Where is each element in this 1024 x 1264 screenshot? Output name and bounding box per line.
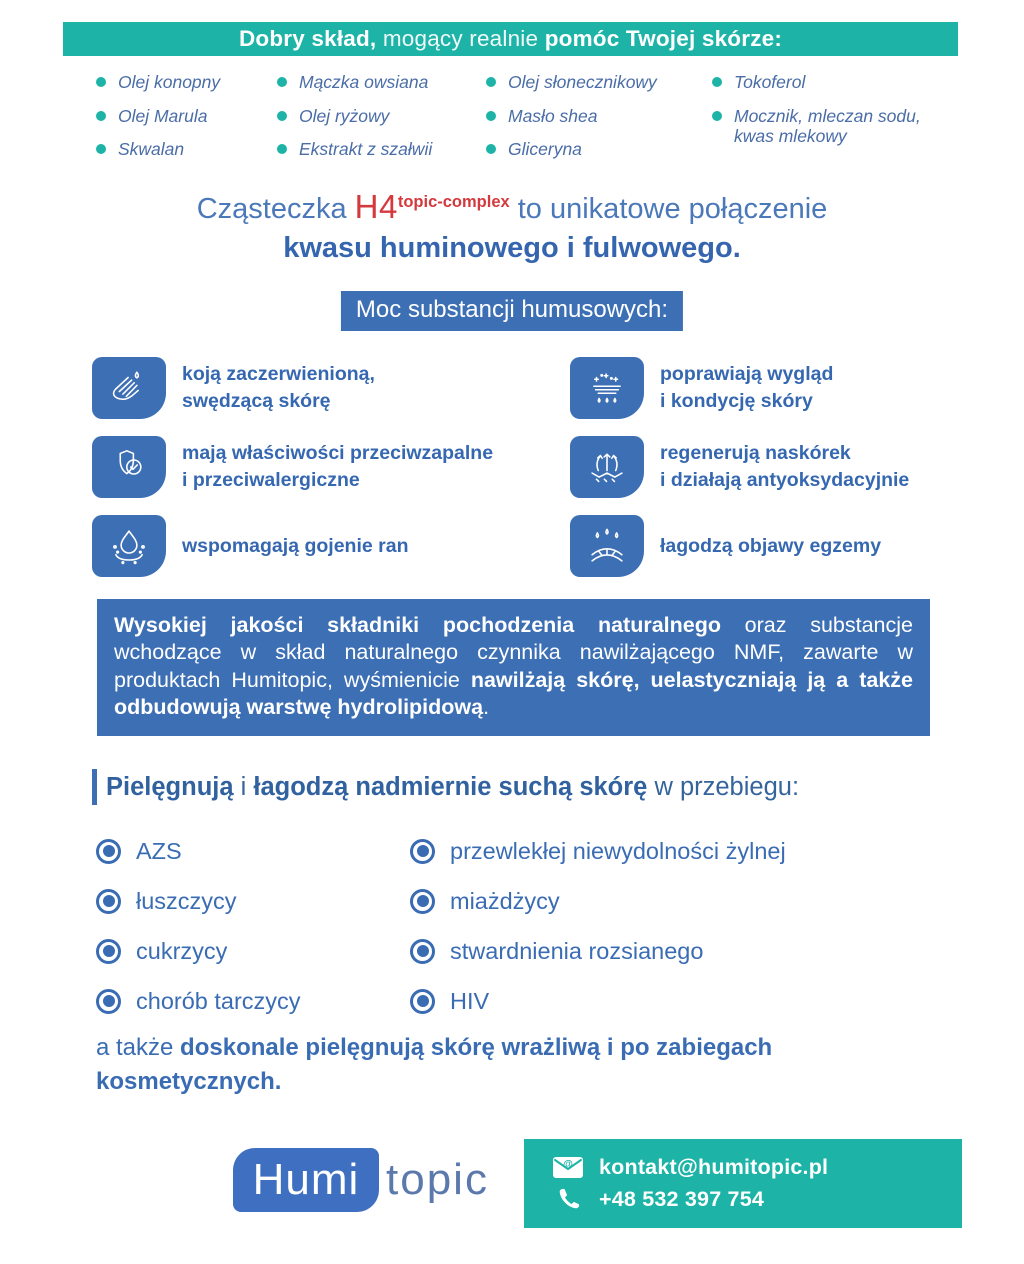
ingredients-column-2 (277, 72, 486, 173)
list-item (486, 106, 712, 127)
bullet-dot-icon (486, 111, 496, 121)
care-heading-bold-1: Pielęgnują (106, 772, 234, 801)
list-item (486, 139, 712, 160)
condition-label: miażdżycy (450, 887, 560, 914)
molecule-heading-word: Cząsteczka (196, 193, 355, 225)
contact-email-row (550, 1155, 962, 1180)
bullet-dot-icon (486, 144, 496, 154)
info-box-bold-2: nawilżają skórę, uelastyczniają ją a także odbudowują warstwę hydrolipidową (114, 667, 913, 719)
feature-label: regenerują naskórek i działają antyoksydacyjnie (660, 442, 910, 491)
bullet-ring-icon (410, 939, 435, 964)
care-heading-regular-2: w przebiegu: (647, 772, 800, 801)
heading-accent-bar (92, 769, 97, 805)
bullet-ring-icon (96, 989, 121, 1014)
phone-handset-icon (550, 1187, 586, 1212)
bullet-ring-icon (96, 889, 121, 914)
bullet-ring-icon (96, 839, 121, 864)
ingredients-column-1 (96, 72, 277, 173)
care-heading (92, 769, 799, 805)
skin-regeneration-arrows-icon (570, 436, 644, 498)
list-item (96, 72, 277, 93)
ingredient-label: Masło shea (508, 105, 598, 126)
conditions-column-right (410, 826, 916, 1026)
contact-phone: +48 532 397 754 (599, 1187, 765, 1211)
conditions-list (96, 826, 916, 1026)
info-box-bold-1: Wysokiej jakości składniki pochodzenia naturalnego (114, 613, 721, 637)
humitopic-logo (233, 1148, 489, 1212)
conditions-column-left (96, 826, 410, 1026)
logo-text-topic: topic (386, 1155, 489, 1204)
feature-label: łagodzą objawy egzemy (660, 534, 882, 557)
h4-complex-superscript: topic-complex (397, 193, 510, 211)
bullet-dot-icon (712, 111, 722, 121)
molecule-heading-line2: kwasu huminowego i fulwowego. (283, 232, 741, 265)
skin-sparkle-icon (570, 357, 644, 419)
bullet-dot (417, 995, 429, 1007)
list-item (96, 139, 277, 160)
feature-label: mają właściwości przeciwzapalne i przeciwalergiczne (182, 442, 494, 491)
bullet-dot (417, 945, 429, 957)
svg-text:@: @ (563, 1159, 573, 1170)
h4-complex-label: H4 (354, 188, 398, 225)
top-banner-text-light: mogący realnie (382, 26, 545, 51)
info-box-period: . (483, 694, 490, 719)
list-item (410, 976, 916, 1026)
condition-label: łuszczycy (136, 887, 237, 914)
ingredient-label: Olej Marula (118, 105, 208, 126)
molecule-heading-rest: to unikatowe połączenie (509, 193, 828, 225)
top-banner-text-bold-2: pomóc Twojej skórze: (544, 26, 783, 51)
feature-skin-condition (570, 357, 960, 419)
humus-banner: Moc substancji humusowych: (341, 291, 683, 331)
bullet-dot (103, 895, 115, 907)
list-item (96, 826, 410, 876)
droplet-ripple-icon (92, 515, 166, 577)
nmf-info-box (97, 599, 930, 736)
bullet-ring-icon (96, 939, 121, 964)
contact-phone-row (550, 1187, 962, 1212)
info-box-regular: oraz substancje wchodzące w skład naturalnego czynnika nawilżającego NMF, zawarte w produktach Humitopic, wyśmienicie (114, 613, 914, 692)
condition-label: cukrzycy (136, 937, 228, 964)
ingredient-label: Olej konopny (118, 72, 221, 92)
bullet-dot-icon (96, 111, 106, 121)
list-item (712, 72, 960, 93)
condition-label: stwardnienia rozsianego (450, 937, 704, 964)
closing-regular: a także (96, 1034, 181, 1061)
bullet-ring-icon (410, 889, 435, 914)
bullet-ring-icon (410, 839, 435, 864)
ingredient-label: Gliceryna (508, 139, 582, 160)
condition-label: AZS (136, 837, 182, 864)
top-banner-text-bold-1: Dobry skład, (238, 26, 383, 51)
top-banner (63, 22, 958, 56)
features-grid (92, 357, 960, 577)
drops-over-skin-icon (570, 515, 644, 577)
envelope-at-icon (550, 1156, 586, 1179)
logo-text-humi: Humi (252, 1155, 360, 1204)
ingredient-label: Mączka owsiana (299, 72, 429, 92)
ingredients-list (96, 72, 960, 173)
ingredient-label: Skwalan (118, 139, 185, 160)
bullet-dot (103, 845, 115, 857)
feature-label: koją zaczerwienioną, swędzącą skórę (182, 363, 375, 412)
list-item (96, 926, 410, 976)
bullet-dot-icon (486, 77, 496, 87)
soothing-hand-drop-icon (92, 357, 166, 419)
condition-label: HIV (450, 987, 490, 1014)
ingredient-label: Tokoferol (734, 72, 806, 92)
bullet-dot-icon (96, 77, 106, 87)
contact-box (524, 1139, 962, 1228)
list-item (277, 139, 486, 160)
list-item (96, 976, 410, 1026)
logo-box (233, 1148, 379, 1212)
closing-paragraph (96, 1031, 866, 1098)
feature-eczema-relief (570, 515, 960, 577)
feature-anti-inflammatory (92, 436, 570, 498)
list-item (410, 926, 916, 976)
ingredient-label: Ekstrakt z szałwii (299, 139, 433, 160)
bullet-dot-icon (277, 144, 287, 154)
molecule-heading (0, 186, 1024, 267)
care-heading-bold-2: łagodzą nadmiernie suchą skórę (253, 772, 648, 801)
feature-label: wspomagają gojenie ran (182, 534, 409, 557)
feature-soothe-skin (92, 357, 570, 419)
bullet-dot-icon (96, 144, 106, 154)
list-item (277, 72, 486, 93)
condition-label: przewlekłej niewydolności żylnej (450, 837, 786, 864)
care-heading-regular-1: i (233, 772, 254, 801)
list-item (486, 72, 712, 93)
bullet-dot (417, 895, 429, 907)
contact-email: kontakt@humitopic.pl (599, 1155, 829, 1179)
bullet-dot-icon (712, 77, 722, 87)
list-item (277, 106, 486, 127)
list-item (410, 876, 916, 926)
list-item (96, 876, 410, 926)
shield-check-icon (92, 436, 166, 498)
ingredient-label: Olej słonecznikowy (508, 72, 657, 92)
bullet-dot-icon (277, 77, 287, 87)
list-item (96, 106, 277, 127)
list-item (410, 826, 916, 876)
bullet-dot-icon (277, 111, 287, 121)
ingredients-column-3 (486, 72, 712, 173)
feature-regenerate-skin (570, 436, 960, 498)
bullet-dot (417, 845, 429, 857)
closing-bold: doskonale pielęgnują skórę wrażliwą i po zabiegach kosmetycznych. (96, 1034, 773, 1095)
ingredients-column-4 (712, 72, 960, 173)
bullet-dot (103, 945, 115, 957)
ingredient-label: Olej ryżowy (299, 105, 390, 126)
ingredient-label: Mocznik, mleczan sodu, kwas mlekowy (734, 105, 921, 147)
condition-label: chorób tarczycy (136, 987, 301, 1014)
feature-wound-healing (92, 515, 570, 577)
bullet-dot (103, 995, 115, 1007)
bullet-ring-icon (410, 989, 435, 1014)
feature-label: poprawiają wygląd i kondycję skóry (660, 363, 834, 412)
list-item (712, 106, 938, 147)
